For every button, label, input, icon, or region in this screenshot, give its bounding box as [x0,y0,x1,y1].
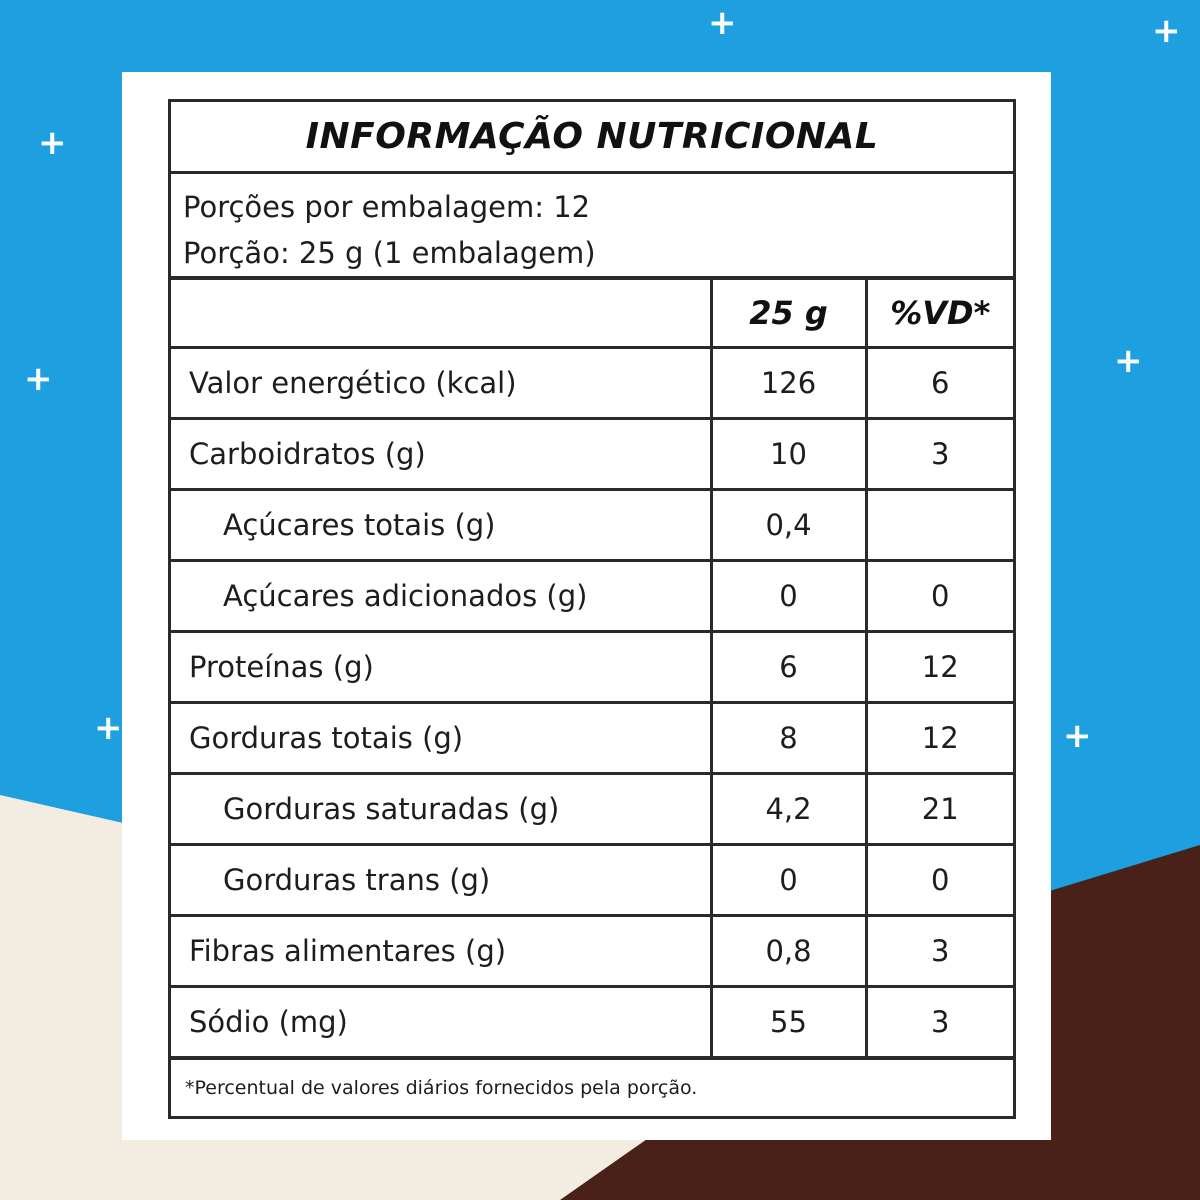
nutrient-name: Valor energético (kcal) [171,348,711,419]
nutrient-name: Gorduras totais (g) [171,703,711,774]
nutrient-name: Gorduras saturadas (g) [171,774,711,845]
nutrient-table [171,280,1013,1060]
table-row [171,632,1013,703]
sparkle-icon: + [24,359,53,399]
nutrient-daily-value: 0 [866,845,1013,916]
nutrient-daily-value: 3 [866,916,1013,987]
label-title: INFORMAÇÃO NUTRICIONAL [171,102,1013,174]
header-daily-value: %VD* [866,280,1013,348]
nutrient-amount: 0,4 [711,490,866,561]
sparkle-icon: + [38,123,67,163]
header-nutrient [171,280,711,348]
table-row [171,845,1013,916]
nutrient-amount: 6 [711,632,866,703]
nutrient-amount: 4,2 [711,774,866,845]
nutrient-daily-value: 12 [866,703,1013,774]
portion-size: Porção: 25 g (1 embalagem) [183,236,596,270]
portions-per-package: Porções por embalagem: 12 [183,190,591,224]
table-row [171,916,1013,987]
table-header-row [171,280,1013,348]
sparkle-icon: + [94,708,123,748]
header-amount: 25 g [711,280,866,348]
portion-info [171,174,1013,280]
table-row [171,561,1013,632]
table-row [171,987,1013,1059]
sparkle-icon: + [1114,341,1143,381]
nutrient-daily-value: 3 [866,987,1013,1059]
daily-value-footnote: *Percentual de valores diários fornecidos pela porção. [185,1077,698,1099]
nutrient-amount: 55 [711,987,866,1059]
nutrient-daily-value: 3 [866,419,1013,490]
nutrient-name: Açúcares totais (g) [171,490,711,561]
nutrient-amount: 0 [711,845,866,916]
nutrient-name: Proteínas (g) [171,632,711,703]
nutrient-amount: 0 [711,561,866,632]
table-row [171,419,1013,490]
nutrient-amount: 0,8 [711,916,866,987]
sparkle-icon: + [1063,716,1092,756]
nutrient-daily-value: 21 [866,774,1013,845]
nutrient-name: Gorduras trans (g) [171,845,711,916]
table-row [171,703,1013,774]
nutrient-name: Açúcares adicionados (g) [171,561,711,632]
table-row [171,348,1013,419]
nutrient-name: Fibras alimentares (g) [171,916,711,987]
nutrient-amount: 126 [711,348,866,419]
nutrient-amount: 8 [711,703,866,774]
nutrient-name: Carboidratos (g) [171,419,711,490]
nutrient-amount: 10 [711,419,866,490]
table-row [171,774,1013,845]
nutrient-daily-value [866,490,1013,561]
nutrition-facts-table [168,99,1016,1119]
table-row [171,490,1013,561]
nutrient-daily-value: 12 [866,632,1013,703]
sparkle-icon: + [708,3,737,43]
nutrient-daily-value: 0 [866,561,1013,632]
nutrient-daily-value: 6 [866,348,1013,419]
sparkle-icon: + [1152,11,1181,51]
nutrient-name: Sódio (mg) [171,987,711,1059]
